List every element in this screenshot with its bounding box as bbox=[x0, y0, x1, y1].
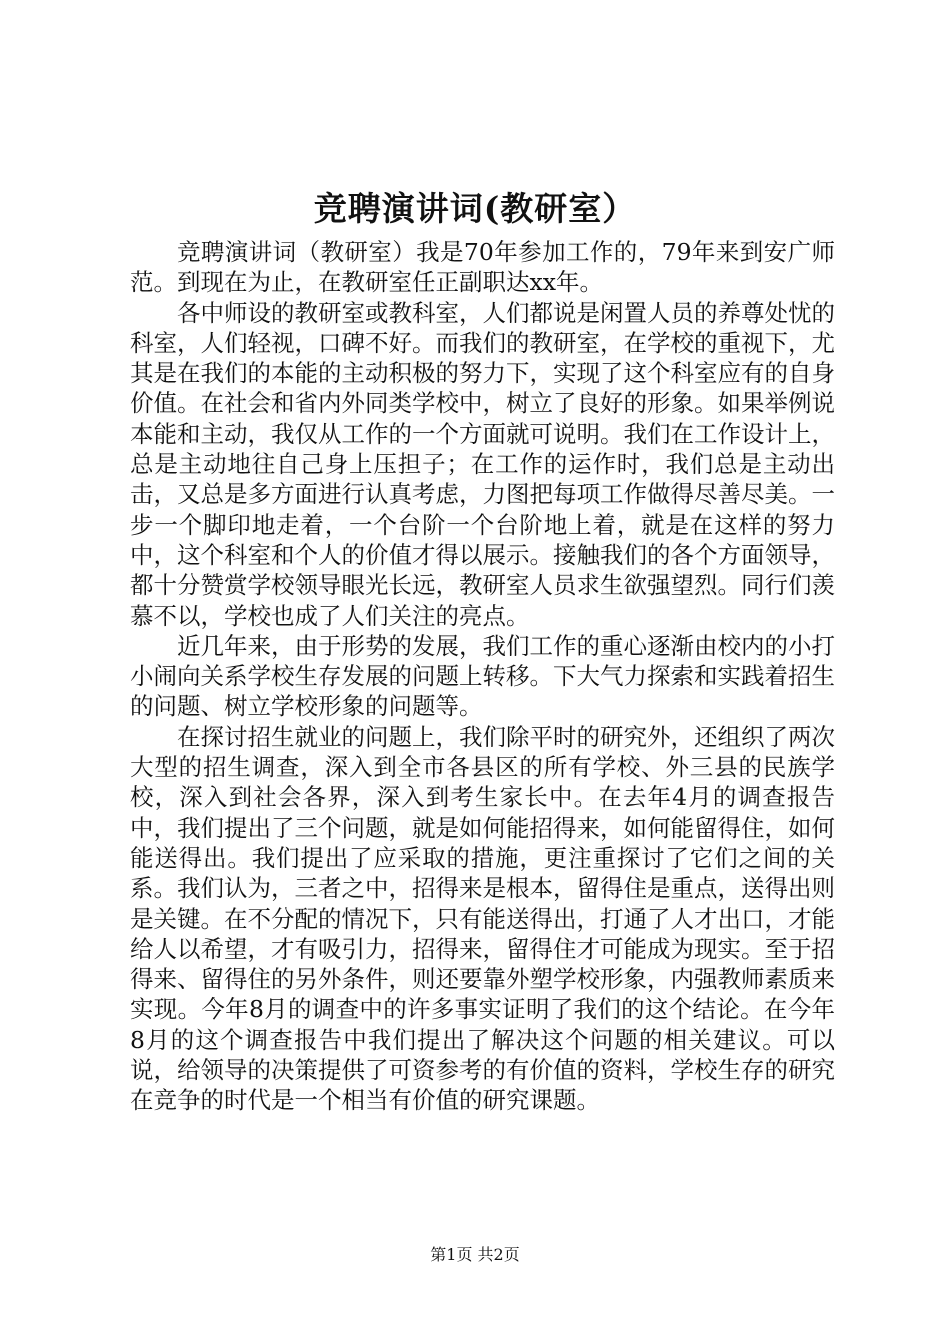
page-number-indicator: 第1页 共2页 bbox=[430, 1245, 520, 1264]
paragraph-2: 各中师设的教研室或教科室，人们都说是闲置人员的养尊处忧的科室，人们轻视，口碑不好。而我们的教研室，在学校的重视下，尤其是在我们的本能的主动积极的努力下，实现了这个科室应有的自身价值。在社会和省内外同类学校中，树立了良好的形象。如果举例说本能和主动，我仅从工作的一个方面就可说明。我们在工作设计上，总是主动地往自己身上压担子；在工作的运作时，我们总是主动出击，又总是多方面进行认真考虑，力图把每项工作做得尽善尽美。一步一个脚印地走着，一个台阶一个台阶地上着，就是在这样的努力中，这个科室和个人的价值才得以展示。接触我们的各个方面领导，都十分赞赏学校领导眼光长远，教研室人员求生欲强望烈。同行们羡慕不以，学校也成了人们关注的亮点。 bbox=[130, 298, 835, 630]
document-title: 竞聘演讲词(教研室） bbox=[313, 189, 637, 228]
paragraph-1: 竞聘演讲词（教研室）我是70年参加工作的，79年来到安广师范。到现在为止，在教研室任正副职达xx年。 bbox=[130, 238, 835, 297]
document-body bbox=[130, 237, 835, 1116]
page-footer bbox=[0, 1244, 950, 1266]
paragraph-4: 在探讨招生就业的问题上，我们除平时的研究外，还组织了两次大型的招生调查，深入到全市各县区的所有学校、外三县的民族学校，深入到社会各界，深入到考生家长中。在去年4月的调查报告中，我们提出了三个问题，就是如何能招得来，如何能留得住，如何能送得出。我们提出了应采取的措施，更注重探讨了它们之间的关系。我们认为，三者之中，招得来是根本，留得住是重点，送得出则是关键。在不分配的情况下，只有能送得出，打通了人才出口，才能给人以希望，才有吸引力，招得来，留得住才可能成为现实。至于招得来、留得住的另外条件，则还要靠外塑学校形象，内强教师素质来实现。今年8月的调查中的许多事实证明了我们的这个结论。在今年8月的这个调查报告中我们提出了解决这个问题的相关建议。可以说，给领导的决策提供了可资参考的有价值的资料，学校生存的研究在竞争的时代是一个相当有价值的研究课题。 bbox=[130, 722, 835, 1115]
paragraph-3: 近几年来，由于形势的发展，我们工作的重心逐渐由校内的小打小闹向关系学校生存发展的问题上转移。下大气力探索和实践着招生的问题、树立学校形象的问题等。 bbox=[130, 631, 835, 721]
